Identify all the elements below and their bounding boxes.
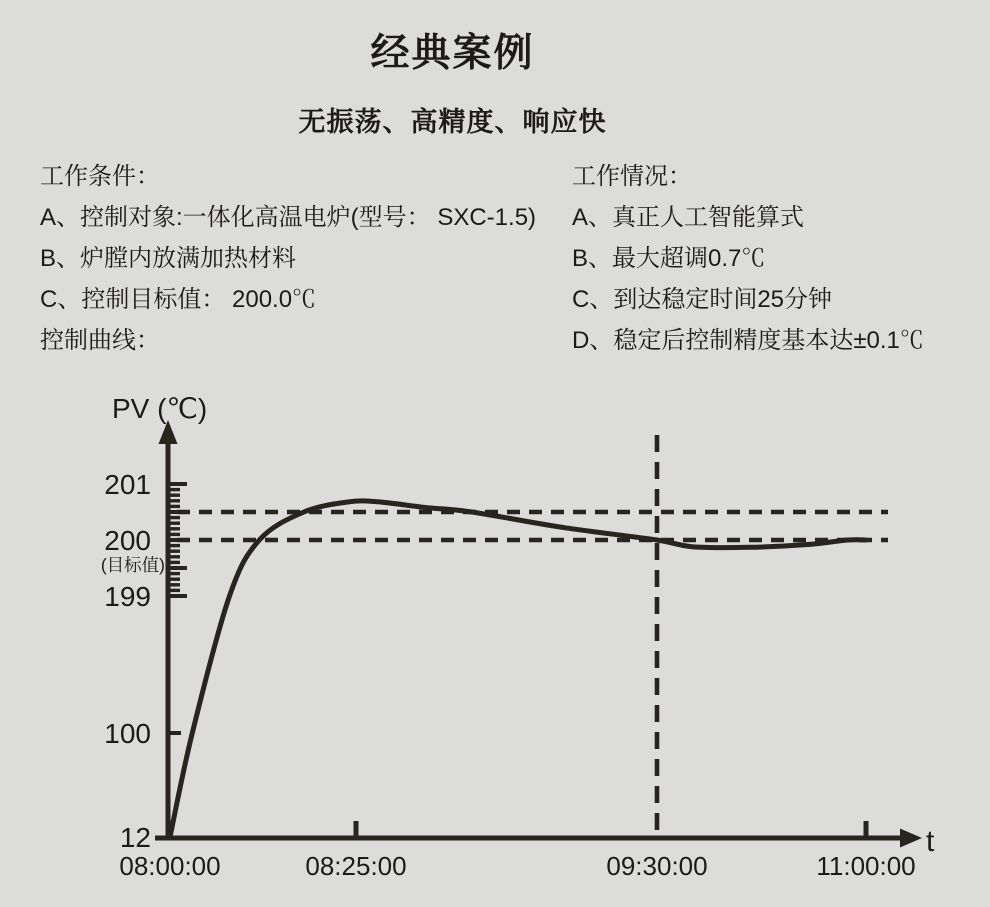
pv-axis-label: PV (℃) [112, 393, 208, 424]
time-tick-label: 11:00:00 [816, 851, 916, 881]
condition-item: C、控制目标值： 200.0℃ [40, 286, 317, 313]
pv-tick-label: 12 [119, 822, 151, 853]
header [0, 22, 905, 139]
pv-tick-label: 199 [104, 581, 151, 612]
time-axis-arrow [900, 829, 922, 848]
time-tick-label: 08:25:00 [305, 851, 407, 881]
time-tick-label: 08:00:00 [119, 851, 221, 881]
page-title: 经典案例 [370, 32, 535, 75]
target-value-sublabel: (目标值) [100, 555, 165, 575]
control-curve-chart [0, 388, 990, 907]
working-conditions-block [40, 156, 580, 361]
results-heading: 工作情况： [572, 163, 692, 190]
conditions-heading: 工作条件： [40, 163, 160, 190]
result-item: C、到达稳定时间25分钟 [572, 286, 833, 313]
condition-item: A、控制对象:一体化高温电炉(型号： SXC-1.5) [40, 204, 537, 231]
working-results-block [572, 156, 982, 361]
result-item: B、最大超调0.7℃ [572, 245, 766, 272]
result-item: A、真正人工智能算式 [572, 204, 805, 231]
page-subtitle: 无振荡、高精度、响应快 [298, 107, 607, 137]
pv-curve [170, 501, 866, 837]
conditions-list [40, 197, 580, 320]
pv-tick-label: 201 [104, 469, 151, 500]
chart-dynamic-layer [101, 393, 935, 881]
condition-item: B、炉膛内放满加热材料 [40, 245, 297, 272]
result-item: D、稳定后控制精度基本达±0.1℃ [572, 327, 924, 354]
pv-tick-label: 100 [104, 718, 151, 749]
time-tick-label: 09:30:00 [606, 851, 708, 881]
time-axis-label: t [926, 825, 935, 858]
results-list [572, 197, 982, 361]
pv-tick-label: 200 [104, 525, 151, 556]
control-curve-label: 控制曲线： [40, 327, 160, 354]
